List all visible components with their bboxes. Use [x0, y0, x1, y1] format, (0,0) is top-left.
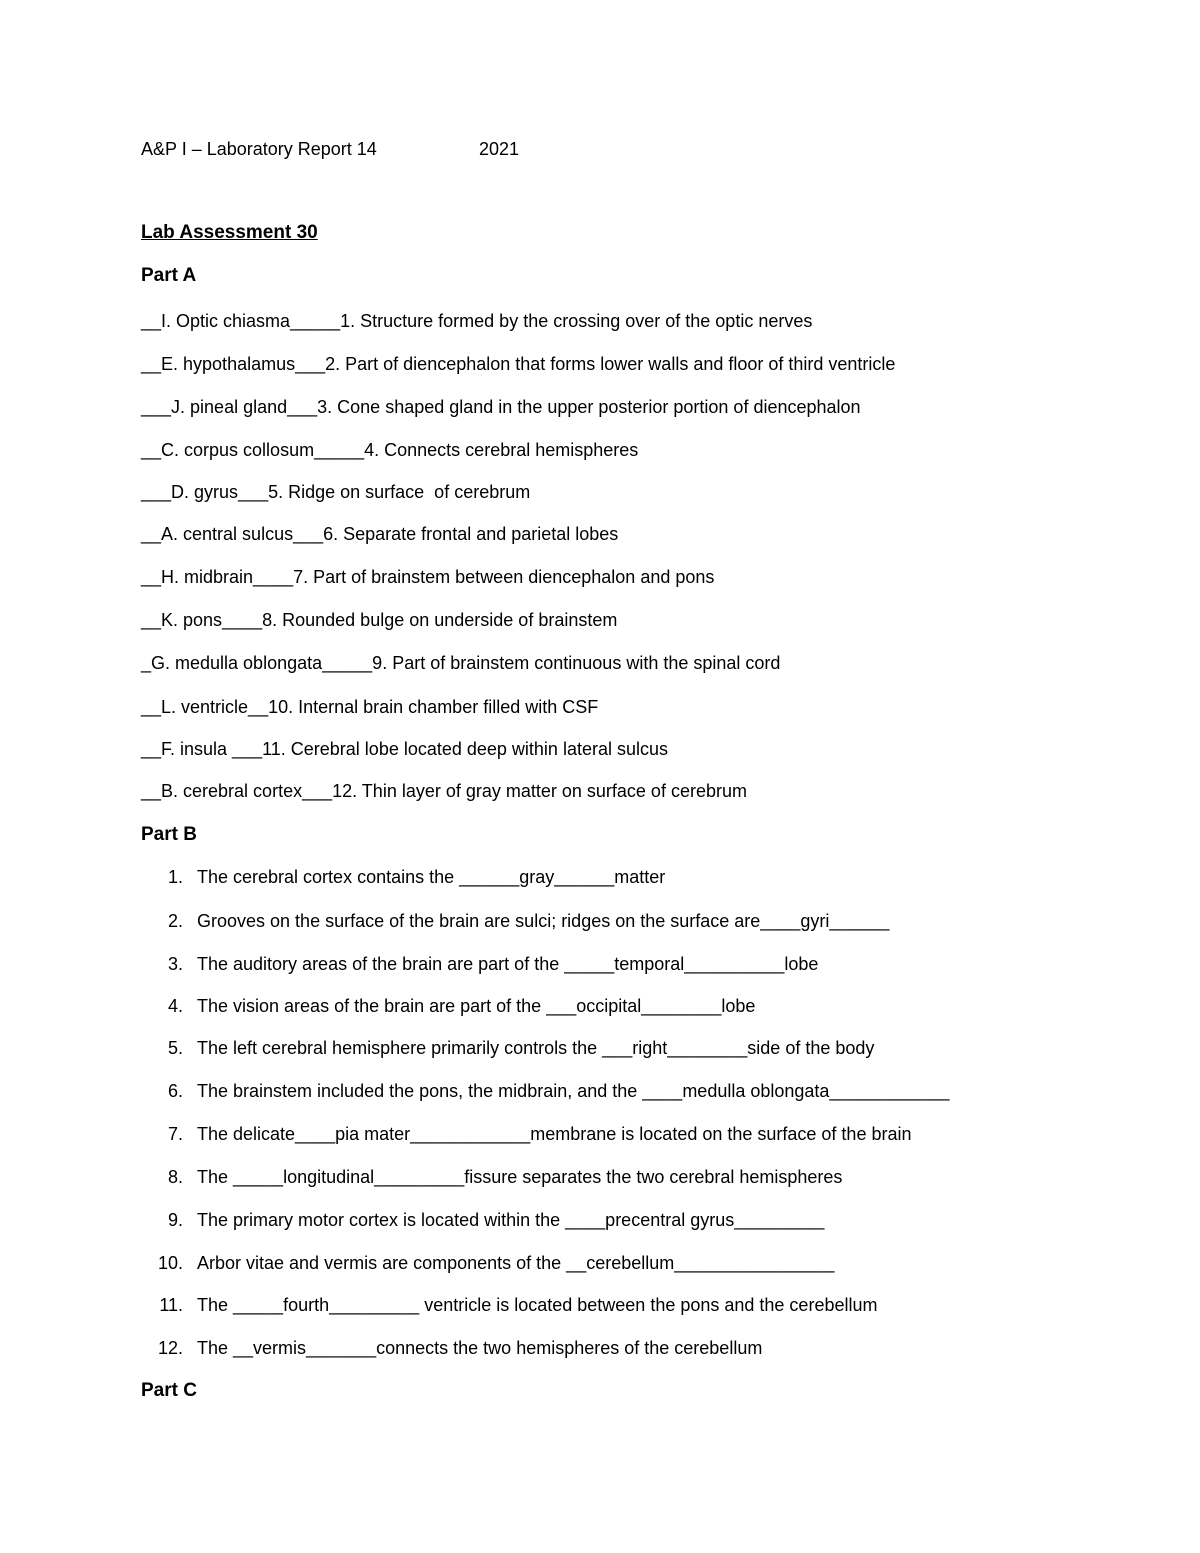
report-title: A&P I – Laboratory Report 14 — [141, 139, 377, 159]
item-number: 12. — [157, 1338, 183, 1358]
lab-assessment-heading: Lab Assessment 30 — [141, 222, 318, 243]
item-number: 3. — [167, 954, 183, 974]
part-a-line: __L. ventricle__10. Internal brain chamber filled with CSF — [141, 697, 599, 717]
item-text: The left cerebral hemisphere primarily controls the ___right________side of the body — [197, 1038, 875, 1058]
part-a-line: ___J. pineal gland___3. Cone shaped gland in the upper posterior portion of diencephalon — [141, 397, 861, 417]
item-number: 5. — [167, 1038, 183, 1058]
part-b-item — [141, 1124, 911, 1145]
part-a-line: __B. cerebral cortex___12. Thin layer of gray matter on surface of cerebrum — [141, 781, 747, 801]
item-number: 4. — [167, 996, 183, 1016]
item-text: The primary motor cortex is located within the ____precentral gyrus_________ — [197, 1210, 825, 1230]
item-number: 9. — [167, 1210, 183, 1230]
part-a-heading: Part A — [141, 265, 197, 286]
part-b-item — [141, 1253, 834, 1274]
item-number: 2. — [167, 911, 183, 931]
part-a-line: __F. insula ___11. Cerebral lobe located deep within lateral sulcus — [141, 739, 668, 759]
part-b-item — [141, 954, 818, 975]
item-number: 11. — [159, 1295, 183, 1315]
item-number: 6. — [167, 1081, 183, 1101]
part-b-item — [141, 867, 665, 888]
item-text: Arbor vitae and vermis are components of the __cerebellum________________ — [197, 1253, 835, 1273]
item-number: 8. — [167, 1167, 183, 1187]
part-b-item — [141, 911, 889, 932]
part-c-heading: Part C — [141, 1380, 197, 1401]
item-text: The __vermis_______connects the two hemispheres of the cerebellum — [197, 1338, 763, 1358]
part-b-item — [141, 1038, 874, 1059]
part-b-item — [141, 1295, 877, 1316]
part-a-line: ___D. gyrus___5. Ridge on surface of cerebrum — [141, 482, 531, 502]
part-a-line: _G. medulla oblongata_____9. Part of brainstem continuous with the spinal cord — [141, 653, 781, 673]
part-a-line: __I. Optic chiasma_____1. Structure formed by the crossing over of the optic nerves — [141, 311, 813, 331]
part-a-line: __A. central sulcus___6. Separate frontal and parietal lobes — [141, 524, 619, 544]
item-text: The _____longitudinal_________fissure separates the two cerebral hemispheres — [197, 1167, 843, 1187]
part-b-item — [141, 1081, 950, 1102]
part-b-heading: Part B — [141, 824, 197, 845]
item-number: 7. — [167, 1124, 183, 1144]
item-text: The vision areas of the brain are part of the ___occipital________lobe — [197, 996, 756, 1016]
part-b-item — [141, 1338, 762, 1359]
item-number: 10. — [157, 1253, 183, 1273]
item-text: The auditory areas of the brain are part of the _____temporal__________lobe — [197, 954, 819, 974]
part-b-item — [141, 996, 755, 1017]
item-number: 1. — [167, 867, 183, 887]
item-text: The delicate____pia mater____________membrane is located on the surface of the brain — [197, 1124, 912, 1144]
item-text: The cerebral cortex contains the ______gray______matter — [197, 867, 666, 887]
item-text: Grooves on the surface of the brain are sulci; ridges on the surface are____gyri______ — [197, 911, 890, 931]
item-text: The _____fourth_________ ventricle is located between the pons and the cerebellum — [197, 1295, 878, 1315]
part-a-line: __C. corpus collosum_____4. Connects cerebral hemispheres — [141, 440, 639, 460]
part-a-line: __H. midbrain____7. Part of brainstem between diencephalon and pons — [141, 567, 715, 587]
report-year: 2021 — [479, 139, 520, 159]
part-b-item — [141, 1210, 824, 1231]
part-b-item — [141, 1167, 842, 1188]
part-a-line: __K. pons____8. Rounded bulge on underside of brainstem — [141, 610, 618, 630]
item-text: The brainstem included the pons, the midbrain, and the ____medulla oblongata____________ — [197, 1081, 950, 1101]
part-a-line: __E. hypothalamus___2. Part of diencephalon that forms lower walls and floor of third ventricle — [141, 354, 896, 374]
